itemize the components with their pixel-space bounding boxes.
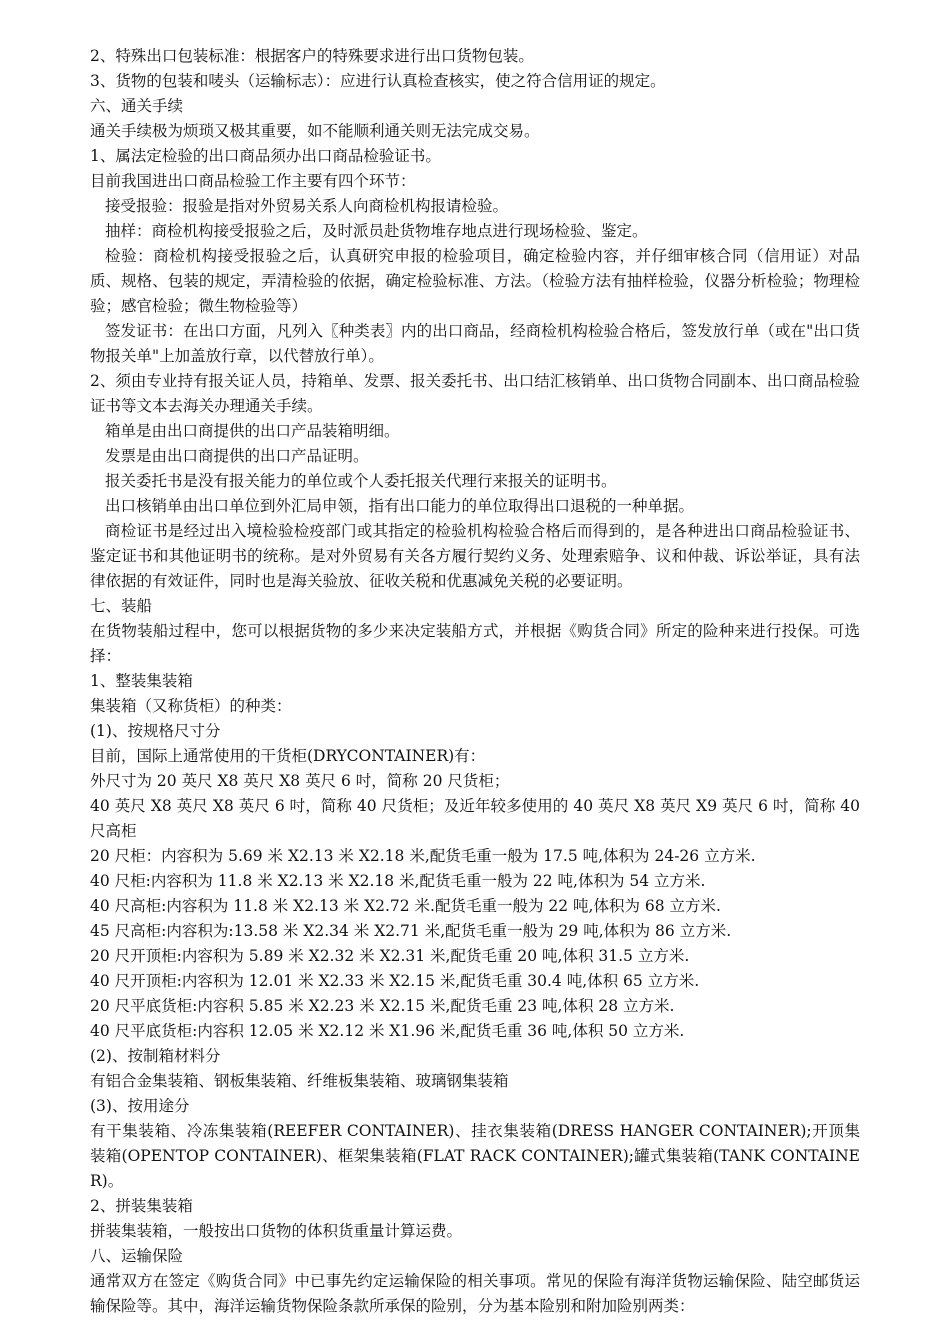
paragraph: 20 尺柜：内容积为 5.69 米 X2.13 米 X2.18 米,配货毛重一般为 17.5 吨,体积为 24-26 立方米.	[90, 847, 756, 865]
paragraph: 接受报验：报验是指对外贸易关系人向商检机构报请检验。	[105, 197, 509, 215]
paragraph: 2、拼装集装箱	[90, 1197, 193, 1215]
paragraph: 六、通关手续	[90, 97, 184, 115]
paragraph: 发票是由出口商提供的出口产品证明。	[105, 447, 369, 465]
paragraph: 20 尺开顶柜:内容积为 5.89 米 X2.32 米 X2.31 米,配货毛重 20 吨,体积 31.5 立方米.	[90, 947, 690, 965]
paragraph: 出口核销单由出口单位到外汇局申领，指有出口能力的单位取得出口退税的一种单据。	[105, 497, 695, 515]
paragraph: (2)、按制箱材料分	[90, 1047, 221, 1065]
paragraph: 目前我国进出口商品检验工作主要有四个环节：	[90, 172, 416, 190]
paragraph: 七、装船	[90, 597, 153, 615]
paragraph: 商检证书是经过出入境检验检疫部门或其指定的检验机构检验合格后而得到的，是各种进出口商品检验证书、鉴定证书和其他证明书的统称。是对外贸易有关各方履行契约义务、处理索赔争、议和仲裁、诉讼举证，具有法律依据的有效证件，同时也是海关验放、征收关税和优惠减免关税的必要证明。	[90, 522, 860, 590]
paragraph: 检验：商检机构接受报验之后，认真研究申报的检验项目，确定检验内容，并仔细审核合同（信用证）对品质、规格、包装的规定，弄清检验的依据，确定检验标准、方法。（检验方法有抽样检验，仪器分析检验；物理检验；感官检验；微生物检验等）	[90, 247, 860, 315]
paragraph: 40 尺开顶柜:内容积为 12.01 米 X2.33 米 X2.15 米,配货毛重 30.4 吨,体积 65 立方米.	[90, 972, 700, 990]
paragraph: 箱单是由出口商提供的出口产品装箱明细。	[105, 422, 400, 440]
paragraph: 有干集装箱、冷冻集装箱(REEFER CONTAINER)、挂衣集装箱(DRESS HANGER CONTAINER);开顶集装箱(OPENTOP CONTAINER)、框架集装箱(FLAT RACK CONTAINER);罐式集装箱(TANK CONTAINER)。	[90, 1122, 860, 1190]
paragraph: 3、货物的包装和唛头（运输标志）：应进行认真检查核实，使之符合信用证的规定。	[90, 72, 666, 90]
paragraph: 2、特殊出口包装标准：根据客户的特殊要求进行出口货物包装。	[90, 47, 534, 65]
paragraph: 40 尺平底货柜:内容积 12.05 米 X2.12 米 X1.96 米,配货毛重 36 吨,体积 50 立方米.	[90, 1022, 685, 1040]
paragraph: 1、属法定检验的出口商品须办出口商品检验证书。	[90, 147, 441, 165]
paragraph: 通关手续极为烦琐又极其重要，如不能顺利通关则无法完成交易。	[90, 122, 540, 140]
paragraph: (1)、按规格尺寸分	[90, 722, 221, 740]
paragraph: 外尺寸为 20 英尺 X8 英尺 X8 英尺 6 吋，简称 20 尺货柜；	[90, 772, 510, 790]
paragraph: 有铝合金集装箱、钢板集装箱、纤维板集装箱、玻璃钢集装箱	[90, 1072, 509, 1090]
paragraph: 在货物装船过程中，您可以根据货物的多少来决定装船方式，并根据《购货合同》所定的险种来进行投保。可选择：	[90, 622, 860, 665]
paragraph: 40 英尺 X8 英尺 X8 英尺 6 吋，简称 40 尺货柜；及近年较多使用的 40 英尺 X8 英尺 X9 英尺 6 吋，简称 40 尺高柜	[90, 797, 860, 840]
paragraph: (3)、按用途分	[90, 1097, 190, 1115]
paragraph: 40 尺高柜:内容积为 11.8 米 X2.13 米 X2.72 米.配货毛重一般为 22 吨,体积为 68 立方米.	[90, 897, 721, 915]
paragraph: 45 尺高柜:内容积为:13.58 米 X2.34 米 X2.71 米,配货毛重一般为 29 吨,体积为 86 立方米.	[90, 922, 732, 940]
paragraph: 目前，国际上通常使用的干货柜(DRYCONTAINER)有：	[90, 747, 486, 765]
paragraph: 八、运输保险	[90, 1247, 184, 1265]
paragraph: 20 尺平底货柜:内容积 5.85 米 X2.23 米 X2.15 米,配货毛重 23 吨,体积 28 立方米.	[90, 997, 675, 1015]
paragraph: 集装箱（又称货柜）的种类：	[90, 697, 292, 715]
paragraph: 抽样：商检机构接受报验之后，及时派员赴货物堆存地点进行现场检验、鉴定。	[105, 222, 648, 240]
paragraph: 2、须由专业持有报关证人员，持箱单、发票、报关委托书、出口结汇核销单、出口货物合同副本、出口商品检验证书等文本去海关办理通关手续。	[90, 372, 860, 415]
paragraph: 签发证书：在出口方面，凡列入〖种类表〗内的出口商品，经商检机构检验合格后，签发放行单（或在"出口货物报关单"上加盖放行章，以代替放行单）。	[90, 322, 860, 365]
paragraph: 通常双方在签定《购货合同》中已事先约定运输保险的相关事项。常见的保险有海洋货物运输保险、陆空邮货运输保险等。其中，海洋运输货物保险条款所承保的险别，分为基本险别和附加险别两类：	[90, 1272, 860, 1315]
paragraph: 1、整装集装箱	[90, 672, 193, 690]
paragraph: 40 尺柜:内容积为 11.8 米 X2.13 米 X2.18 米,配货毛重一般为 22 吨,体积为 54 立方米.	[90, 872, 706, 890]
paragraph: 拼装集装箱，一般按出口货物的体积货重量计算运费。	[90, 1222, 463, 1240]
paragraph: 报关委托书是没有报关能力的单位或个人委托报关代理行来报关的证明书。	[105, 472, 617, 490]
